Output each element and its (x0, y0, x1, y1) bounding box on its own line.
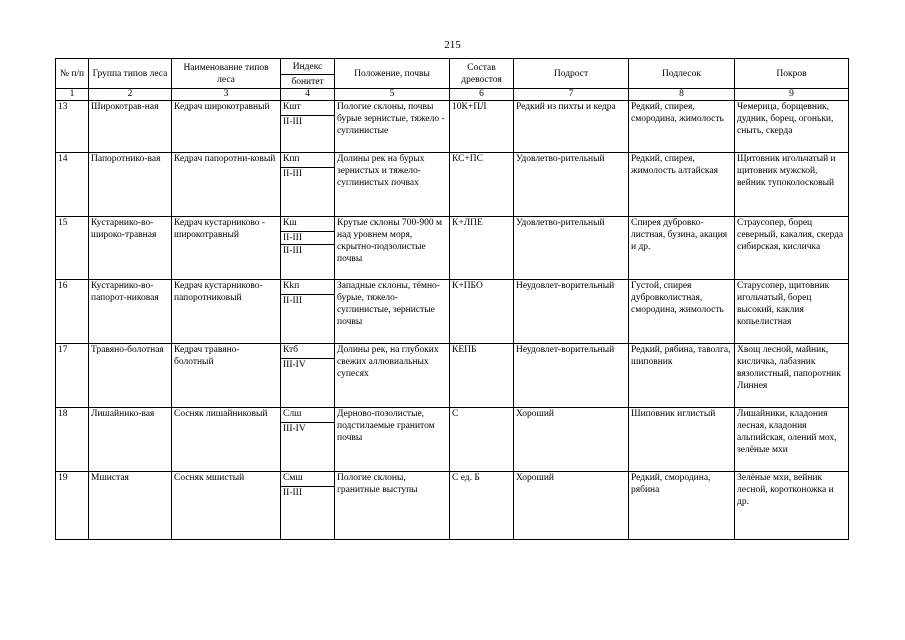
column-number: 7 (514, 89, 629, 101)
page-number: 215 (444, 39, 461, 51)
underbrush: Густой, спирея дубровколистная, смородина, жимолость (629, 280, 735, 344)
forest-types-table (55, 58, 849, 540)
forest-index: Слш (281, 408, 335, 423)
undergrowth: Неудовлет-ворительный (514, 280, 629, 344)
underbrush: Редкий, спирея, жимолость алтайская (629, 153, 735, 217)
ground-cover: Лишайники, кладония лесная, кладония альпийская, олений мох, зелёные мхи (735, 408, 849, 472)
underbrush: Редкий, рябина, таволга, шиповник (629, 344, 735, 408)
header-composition: Состав древостоя (450, 59, 514, 89)
column-number: 1 (56, 89, 89, 101)
forest-group: Папоротнико-вая (89, 153, 172, 217)
stand-composition: С ед. Б (450, 472, 514, 540)
table-row (56, 280, 849, 295)
ground-cover: Щитовник игольчатый и щитовник мужской, вейник тупоколосковый (735, 153, 849, 217)
row-number: 14 (56, 153, 89, 217)
header-name: Наименование типов леса (172, 59, 281, 89)
bonitet: II-III (281, 295, 335, 344)
row-number: 18 (56, 408, 89, 472)
table-row (56, 217, 849, 232)
header-num: № п/п (56, 59, 89, 89)
header-cover: Покров (735, 59, 849, 89)
position-soil: Долины рек на бурых зернистых и тяжело-суглинистых почвах (335, 153, 450, 217)
stand-composition: 10К+ПЛ (450, 101, 514, 153)
underbrush: Спирея дубровко-листная, бузина, акация и др. (629, 217, 735, 280)
position-soil: Пологие склоны, почвы бурые зернистые, тяжело - суглинистые (335, 101, 450, 153)
table-row (56, 472, 849, 487)
forest-type-name: Кедрач широкотравный (172, 101, 281, 153)
bonitet: II-III (281, 168, 335, 217)
forest-index: Ктб (281, 344, 335, 359)
row-number: 16 (56, 280, 89, 344)
forest-type-name: Кедрач папоротни-ковый (172, 153, 281, 217)
ground-cover: Страусопер, борец северный, какалия, скерда сибирская, кисличка (735, 217, 849, 280)
stand-composition: КЕПБ (450, 344, 514, 408)
forest-group: Лишайнико-вая (89, 408, 172, 472)
forest-type-name: Кедрач кустарниково - широкотравный (172, 217, 281, 280)
column-number: 6 (450, 89, 514, 101)
header-undergrowth: Подрост (514, 59, 629, 89)
position-soil: Западные склоны, тёмно-бурые, тяжело-суглинистые, зернистые почвы (335, 280, 450, 344)
row-number: 15 (56, 217, 89, 280)
bonitet: II-III (281, 487, 335, 540)
bonitet: III-IV (281, 359, 335, 408)
row-number: 13 (56, 101, 89, 153)
position-soil: Долины рек, на глубоких свежих аллювиальных супесях (335, 344, 450, 408)
column-number: 4 (281, 89, 335, 101)
column-number: 5 (335, 89, 450, 101)
forest-group: Кустарнико-во-широко-травная (89, 217, 172, 280)
underbrush: Редкий, смородина, рябина (629, 472, 735, 540)
forest-group: Широкотрав-ная (89, 101, 172, 153)
position-soil: Крутые склоны 700-900 м над уровнем моря, скрытно-подзолистые почвы (335, 217, 450, 280)
ground-cover: Старусопер, щитовник игольчатый, борец высокий, каклия копьелистная (735, 280, 849, 344)
forest-group: Мшистая (89, 472, 172, 540)
bonitet: II-III (281, 245, 335, 280)
row-number: 19 (56, 472, 89, 540)
header-position: Положение, почвы (335, 59, 450, 89)
underbrush: Редкий, спирея, смородина, жимолость (629, 101, 735, 153)
forest-index: Кш (281, 217, 335, 232)
column-number: 8 (629, 89, 735, 101)
underbrush: Шиповник иглистый (629, 408, 735, 472)
stand-composition: К+ПБО (450, 280, 514, 344)
forest-type-name: Сосняк мшистый (172, 472, 281, 540)
forest-group: Кустарнико-во-папорот-никовая (89, 280, 172, 344)
stand-composition: К+ЛПЕ (450, 217, 514, 280)
bonitet: II-III (281, 232, 335, 245)
forest-index: Кшт (281, 101, 335, 116)
forest-index: Кkп (281, 280, 335, 295)
header-bonitet: бонитет (281, 75, 335, 89)
bonitet: III-IV (281, 423, 335, 472)
position-soil: Пологие склоны, гранитные выступы (335, 472, 450, 540)
ground-cover: Зелёные мхи, вейник лесной, коротконожка и др. (735, 472, 849, 540)
row-number: 17 (56, 344, 89, 408)
ground-cover: Чемерица, борщевник, дудник, борец, огоньки, сныть, скерда (735, 101, 849, 153)
undergrowth: Неудовлет-ворительный (514, 344, 629, 408)
header-index: Индекс (281, 59, 335, 75)
forest-type-name: Сосняк лишайниковый (172, 408, 281, 472)
table-row (56, 344, 849, 359)
forest-index: Кпп (281, 153, 335, 168)
table-row (56, 101, 849, 116)
bonitet: II-III (281, 116, 335, 153)
stand-composition: С (450, 408, 514, 472)
header-underbrush: Подлесок (629, 59, 735, 89)
undergrowth: Хороший (514, 472, 629, 540)
header-group: Группа типов леса (89, 59, 172, 89)
position-soil: Дерново-позолистые, подстилаемые гранитом почвы (335, 408, 450, 472)
forest-type-name: Кедрач травяно-болотный (172, 344, 281, 408)
table-row (56, 408, 849, 423)
forest-index: Смш (281, 472, 335, 487)
undergrowth: Хороший (514, 408, 629, 472)
column-number: 3 (172, 89, 281, 101)
undergrowth: Редкий из пихты и кедра (514, 101, 629, 153)
undergrowth: Удовлетво-рительный (514, 217, 629, 280)
forest-type-name: Кедрач кустарниково-папоротниковый (172, 280, 281, 344)
forest-group: Травяно-болотная (89, 344, 172, 408)
column-number: 9 (735, 89, 849, 101)
ground-cover: Хвощ лесной, майник, кисличка, лабазник вязолистный, папоротник Линнея (735, 344, 849, 408)
undergrowth: Удовлетво-рительный (514, 153, 629, 217)
column-number: 2 (89, 89, 172, 101)
stand-composition: КС+ПС (450, 153, 514, 217)
table-row (56, 153, 849, 168)
